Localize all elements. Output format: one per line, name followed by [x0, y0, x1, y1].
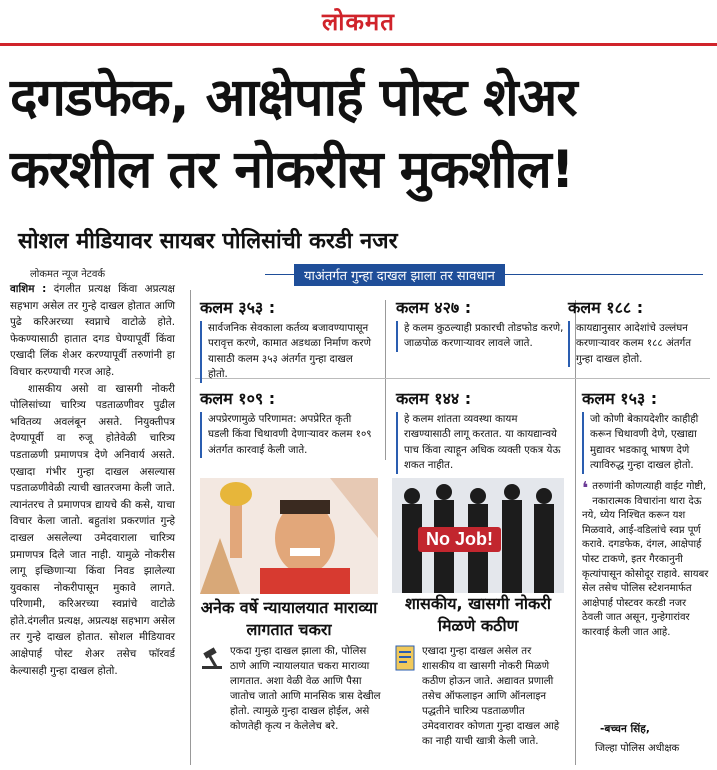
job-form-icon	[392, 644, 418, 674]
box2-text: एखादा गुन्हा दाखल असेल तर शासकीय वा खासगी नोकरी मिळणे कठीण होऊन जाते. अद्यावत प्रणाली तसेच ऑफलाइन आणि ऑनलाइन पद्धतीने चारित्र्य पडताळणीत उमेदवारावर कोणता गुन्हा दाखल आहे का नाही याची खात्री केली जाते.	[422, 646, 560, 747]
no-job-sign: No Job!	[418, 527, 501, 552]
section-text: जो कोणी बेकायदेशीर काहीही करून चिथावणी देणे, एखाद्या मुद्यावर भडकावू भाषण देणे त्याविरुद्ध गुन्हा दाखल होतो.	[582, 412, 712, 474]
byline: लोकमत न्यूज नेटवर्क	[30, 269, 106, 280]
section-title: कलम ३५३ :	[200, 298, 276, 317]
column-divider	[190, 290, 191, 765]
headline-line-2: करशील तर नोकरीस मुकशील!	[10, 140, 574, 200]
gavel-icon	[200, 644, 226, 670]
section-text: हे कलम शांतता व्यवस्था कायम राखण्यासाठी लागू करतात. या कायद्यान्वये पाच किंवा त्याहून अधिक व्यक्ती एकत्र येऊ शकत नाहीत.	[396, 412, 564, 474]
section-text: अपप्रेरणामुळे परिणामत: अपप्रेरित कृती घडली किंवा चिथावणी देणाऱ्यावर कलम १०९ अंतर्गत कारवाई केली जाते.	[200, 412, 372, 458]
box1-text: एकदा गुन्हा दाखल झाला की, पोलिस ठाणे आणि न्यायालयात चकरा माराव्या लागतात. अशा वेळी वेळ आणि पैसा जातोच जातो आणि मानसिक त्रास देखील होतो. त्यामुळे गुन्हा दाखल होईल, असे कोणतेही कृत्य न केलेलेच बरे.	[230, 646, 381, 732]
section-title: कलम १४४ :	[396, 389, 472, 408]
official-quote	[582, 480, 710, 641]
subheadline: सोशल मीडियावर सायबर पोलिसांची करडी नजर	[18, 229, 398, 254]
headline-line-1: दगडफेक, आक्षेपार्ह पोस्ट शेअर	[10, 68, 577, 128]
article-para-1: वाशिम : दंगलीत प्रत्यक्ष किंवा अप्रत्यक्ष सहभाग असेल तर गुन्हे दाखल होतात आणि पुढे करिअरच्या स्वप्नाचे वाटोळे होते. फेकण्यासाठी हातात दगड घेण्यापूर्वी किंवा एखादी लिंक शेअर करण्यापूर्वी तरुणांनी हा विचार करण्याची गरज आहे.	[10, 283, 175, 378]
section-text: सार्वजनिक सेवकाला कर्तव्य बजावण्यापासून परावृत्त करणे, कामात अडथळा निर्माण करणे यासाठी कलम ३५३ अंतर्गत गुन्हा दाखल होतो.	[200, 321, 372, 383]
quote-designation: जिल्हा पोलिस अधीक्षक	[595, 743, 680, 754]
newspaper-logo: लोकमत	[322, 7, 395, 36]
section-title: कलम १०९ :	[200, 389, 276, 408]
column-divider	[385, 300, 386, 460]
quote-text: तरुणांनी कोणत्याही वाईट गोष्टी, नकारात्मक विचारांना थारा देऊ नये, ध्येय निश्चित करून यश मिळवावे, आई-वडिलांचे स्वप्न पूर्ण करावे. दगडफेक, दंगल, आक्षेपार्ह पोस्ट टाकणे, इतर गैरकानुनी कृत्यांपासून कोसोदूर राहावे. सायबर सेल तसेच पोलिस स्टेशनमार्फत आक्षेपार्ह पोस्टवर करडी नजर ठेवली जात असून, गुन्हेगारांवर कारवाई केली जात आहे.	[582, 481, 709, 638]
section-banner: याअंतर्गत गुन्हा दाखल झाला तर सावधान	[294, 264, 505, 286]
section-title: कलम ४२७ :	[396, 298, 472, 317]
section-title: कलम १८८ :	[568, 298, 644, 317]
section-text: हे कलम कुठल्याही प्रकारची तोडफोड करणे, जाळपोळ करणाऱ्यावर लावले जाते.	[396, 321, 564, 352]
section-kalam-109	[200, 387, 372, 458]
box1-heading: अनेक वर्षे न्यायालयात माराव्या लागतात चकरा	[200, 598, 378, 639]
section-kalam-153	[582, 387, 712, 474]
article-body	[10, 281, 175, 679]
section-kalam-144	[396, 387, 564, 474]
box1-body	[200, 644, 385, 734]
box2-heading: शासकीय, खासगी नोकरी मिळणे कठीण	[392, 593, 564, 637]
column-divider	[575, 300, 576, 765]
section-kalam-188	[568, 296, 710, 367]
main-headline	[10, 62, 707, 206]
section-text: कायद्यानुसार आदेशांचे उल्लंघन करणाऱ्यावर कलम १८८ अंतर्गत गुन्हा दाखल होतो.	[568, 321, 710, 367]
stone-thrower-icon	[200, 478, 378, 594]
section-kalam-353	[200, 296, 372, 383]
box2-body	[392, 644, 567, 749]
masthead	[0, 0, 717, 46]
quote-icon: ❛	[582, 478, 589, 499]
dateline: वाशिम :	[10, 283, 47, 295]
section-title: कलम १५३ :	[582, 389, 658, 408]
section-kalam-427	[396, 296, 564, 352]
article-para-2: शासकीय असो वा खासगी नोकरी पोलिसांच्या चारित्र्य पडताळणीवर पुढील भवितव्य अवलंबून असते. नियुक्तीपत्र देण्यापूर्वी वा रुजू होतेवेळी चारित्र्य पडताळणी प्रमाणपत्र देणे अनिवार्य असते. एखादा गंभीर गुन्हा दाखल असल्यास पडताळणीवेळी त्याची खातरजमा केली जाते. त्यानंतरच ते प्रमाणपत्र द्यायचे की कसे, याचा विचार केला जातो. बहुतांश प्रकरणांत गुन्हे दाखल असलेल्या उमेदवाराला चारित्र्य प्रमाणपत्र दिले जात नाही. यामुळे नोकरीस लागू इच्छिणाऱ्या किंवा निवड झालेल्या युवकास नोकरीपासून मुकावे लागते. परिणामी, करिअरच्या स्वप्नांचे वाटोळे होते.दंगलीत प्रत्यक्ष, अप्रत्यक्ष सहभाग असेल तर गुन्हे दाखल होतात. सोशल मीडियावर आक्षेपार्ह पोस्ट शेअर तसेच फॉरवर्ड केल्यासही गुन्हा दाखल होतो.	[10, 382, 175, 677]
stone-thrower-illustration	[200, 478, 378, 594]
quote-author: -बच्चन सिंह,	[600, 723, 650, 735]
